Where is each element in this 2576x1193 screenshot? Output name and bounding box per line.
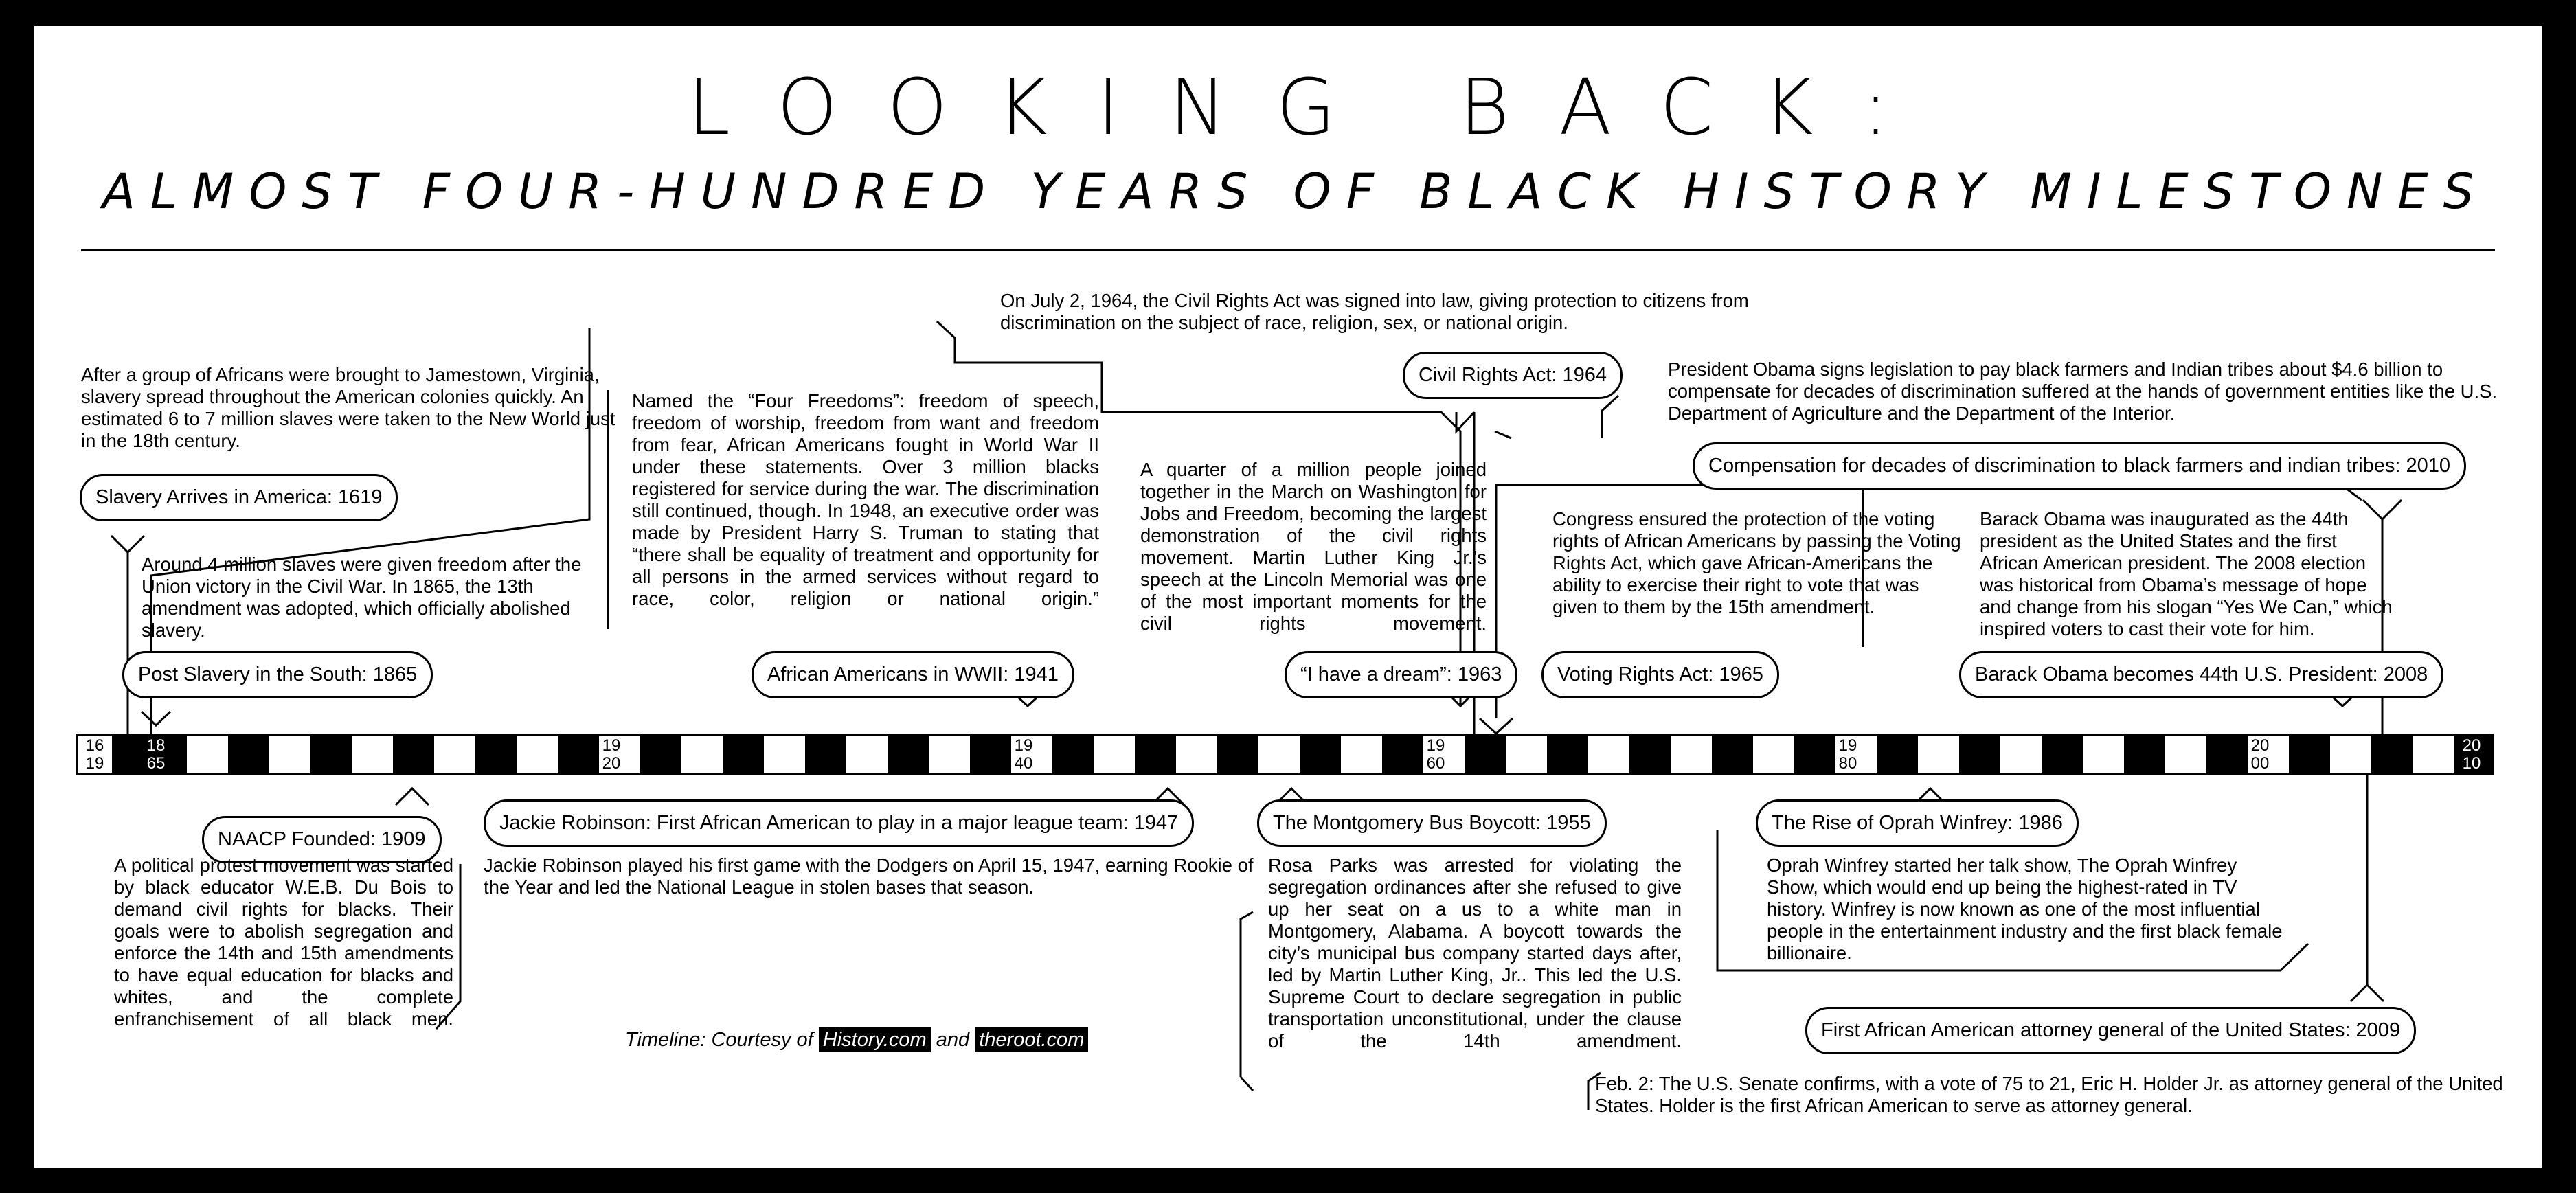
axis-year-century: 19 <box>1632 736 1651 755</box>
timeline-cell <box>2083 736 2124 773</box>
axis-year-decade: 00 <box>2250 754 2270 773</box>
event-1619-text: After a group of Africans were brought to Jamestown, Virginia, slavery spread throughout the American colonies quickly. An estimated 6 to 7 million slaves were taken to the New World just in the 18th century. <box>81 364 615 451</box>
axis-year-century: 19 <box>2044 736 2064 755</box>
axis-year-decade: 70 <box>1632 754 1651 773</box>
axis-year-decade: 65 <box>146 754 166 773</box>
axis-year-label <box>393 734 431 775</box>
event-1965-label: Voting Rights Act: 1965 <box>1541 651 1779 698</box>
timeline-cell <box>1094 736 1135 773</box>
axis-year-century: 19 <box>1426 736 1445 755</box>
event-1909-text: A political protest movement was started by black educator W.E.B. Du Bois to demand civil rights for blacks. Their goals were to abolish segregation and enforce the 14th and 15th amendments to have equal education for blacks and whites, and the complete enfranchisement of all black men. <box>114 854 453 1030</box>
axis-year-century: 19 <box>1220 736 1239 755</box>
event-2008-text: Barack Obama was inaugurated as the 44th president as the United States and the first African American president. The 2008 election was historical from Obama’s message of hope and change from his slogan “Yes We Can,” which inspired voters to cast their vote for him. <box>1980 508 2393 639</box>
credit-line <box>625 1029 1088 1052</box>
credit-source-history: History.com <box>819 1027 931 1052</box>
event-1941-text: Named the “Four Freedoms”: freedom of speech, freedom of worship, freedom from want and freedom from fear, African Americans fought in World War II under these statements. Over 3 million blacks registered for service during the war. The discrimination still continued, though. In 1948, an executive order was made by President Harry S. Truman to stating that “there shall be equality of treatment and opportunity for all persons in the armed services without regard to race, color, religion or national origin.” <box>632 390 1099 609</box>
timeline-cell <box>269 736 310 773</box>
pointer-2009 <box>2351 985 2384 1001</box>
axis-year-label <box>2241 734 2279 775</box>
axis-year-century: 16 <box>85 736 104 755</box>
axis-year-decade: 50 <box>1220 754 1239 773</box>
infographic <box>34 26 2542 1168</box>
timeline-cell <box>2413 736 2454 773</box>
axis-year-century: 20 <box>2462 736 2481 755</box>
event-1909-label: NAACP Founded: 1909 <box>202 816 442 863</box>
axis-year-decade: 90 <box>2044 754 2064 773</box>
event-1941-label: African Americans in WWII: 1941 <box>752 651 1074 698</box>
timeline-cell <box>517 736 558 773</box>
axis-year-label <box>76 734 114 775</box>
event-1963-text: A quarter of a million people joined together in the March on Washington for Jobs and Freedom, becoming the largest demonstration of the civil rights movement. Martin Luther King Jr.’s speech at the Lincoln Memorial was one of the most important moments for the civil rights movement. <box>1140 459 1487 634</box>
timeline-cell <box>681 736 723 773</box>
connector-1955 <box>1241 912 1253 1077</box>
axis-year-label <box>1416 734 1455 775</box>
axis-year-label <box>798 734 837 775</box>
timeline-cell <box>2165 736 2206 773</box>
timeline-cell <box>1258 736 1300 773</box>
event-2009-label: First African American attorney general of the United States: 2009 <box>1805 1007 2416 1054</box>
axis-year-label <box>2035 734 2073 775</box>
subtitle: ALMOST FOUR-HUNDRED YEARS OF BLACK HISTORY MILESTONES <box>102 163 2489 220</box>
axis-year-label <box>1829 734 1867 775</box>
event-1865-label: Post Slavery in the South: 1865 <box>122 651 433 698</box>
timeline-cell <box>434 736 475 773</box>
connector-2010b <box>1602 396 1618 438</box>
axis-year-decade: 10 <box>2462 754 2481 773</box>
event-1986-label: The Rise of Oprah Winfrey: 1986 <box>1756 799 2079 847</box>
timeline-cell <box>352 736 393 773</box>
axis-year-decade: 00 <box>203 754 223 773</box>
timeline-cell <box>1506 736 1547 773</box>
credit-prefix: Timeline: Courtesy of <box>625 1029 819 1051</box>
pointer-1619 <box>111 536 144 552</box>
axis-year-decade: 60 <box>1426 754 1445 773</box>
connector-1964b <box>1495 431 1511 438</box>
axis-year-label <box>592 734 631 775</box>
event-2010-label: Compensation for decades of discrimination to black farmers and indian tribes: 2010 <box>1693 442 2466 490</box>
pointer-1865 <box>142 712 170 725</box>
axis-year-decade: 80 <box>1838 754 1857 773</box>
event-1947-text: Jackie Robinson played his first game with the Dodgers on April 15, 1947, earning Rookie of the Year and led the National League in stolen bases that season. <box>484 854 1254 898</box>
event-1955-text: Rosa Parks was arrested for violating the segregation ordinances after she refused to give up her seat on a us to a white man in Montgomery, Alabama. A boycott towards the city’s municipal bus company started days after, led by Martin Luther King, Jr.. This led the U.S. Supreme Court to declare segregation in public transportation unconstitutional, under the clause of the 14th amendment. <box>1268 854 1682 1052</box>
axis-year-label <box>1623 734 1661 775</box>
axis-year-century: 19 <box>1838 736 1857 755</box>
timeline-cell <box>1918 736 1959 773</box>
axis-year-decade: 40 <box>1014 754 1033 773</box>
event-1964-text: On July 2, 1964, the Civil Rights Act was signed into law, giving protection to citizens from discrimination on the subject of race, religion, sex, or national origin. <box>1000 290 1749 333</box>
axis-year-label <box>1004 734 1043 775</box>
axis-year-century: 19 <box>403 736 422 755</box>
timeline-cell <box>1671 736 1712 773</box>
axis-year-decade: 30 <box>808 754 827 773</box>
axis-year-decade: 20 <box>602 754 621 773</box>
credit-joiner: and <box>930 1029 975 1051</box>
event-2008-label: Barack Obama becomes 44th U.S. President: 2008 <box>1959 651 2443 698</box>
pointer-1965 <box>1480 718 1513 734</box>
axis-year-label <box>2452 734 2491 775</box>
event-2010-text: President Obama signs legislation to pay black farmers and Indian tribes about $4.6 billion to compensate for decades of discrimination suffered at the hands of government entities like the U.S. Department of Agriculture and the Department of the Interior. <box>1668 359 2498 424</box>
event-1955-label: The Montgomery Bus Boycott: 1955 <box>1257 799 1607 847</box>
axis-year-label <box>137 734 175 775</box>
timeline-cell <box>2330 736 2371 773</box>
axis-year-century: 19 <box>1014 736 1033 755</box>
event-1619-label: Slavery Arrives in America: 1619 <box>80 474 398 521</box>
event-1963-label: “I have a dream”: 1963 <box>1285 651 1517 698</box>
timeline-cell <box>929 736 970 773</box>
axis-year-label <box>1210 734 1249 775</box>
axis-year-decade: 10 <box>403 754 422 773</box>
connector-1955b <box>1241 1077 1253 1091</box>
pointer-1964 <box>1456 412 1474 431</box>
timeline-cell <box>1753 736 1794 773</box>
axis-year-century: 19 <box>808 736 827 755</box>
credit-source-theroot: theroot.com <box>975 1027 1088 1052</box>
pointer-1909 <box>396 788 429 805</box>
event-1947-label: Jackie Robinson: First African American to play in a major league team: 1947 <box>484 799 1194 847</box>
event-1964-label: Civil Rights Act: 1964 <box>1403 352 1623 399</box>
axis-year-century: 20 <box>2250 736 2270 755</box>
timeline-cell <box>1341 736 1382 773</box>
event-2009-text: Feb. 2: The U.S. Senate confirms, with a vote of 75 to 21, Eric H. Holder Jr. as attorney general of the United States. Holder is the first African American to serve as attorney general. <box>1595 1073 2503 1116</box>
event-1986-text: Oprah Winfrey started her talk show, The Oprah Winfrey Show, which would end up being the highest-rated in TV history. Winfrey is now known as one of the most influential people in the entertainment industry and the first black female billionaire. <box>1767 854 2283 964</box>
main-title: LOOKING BACK: <box>687 63 1939 152</box>
event-1865-text: Around 4 million slaves were given freedom after the Union victory in the Civil War. In 1865, the 13th amendment was adopted, which officially abolished slavery. <box>142 554 582 641</box>
timeline-cell <box>846 736 888 773</box>
axis-year-label <box>194 734 232 775</box>
axis-year-century: 19 <box>602 736 621 755</box>
axis-year-decade: 19 <box>85 754 104 773</box>
axis-year-century: 18 <box>146 736 166 755</box>
event-1965-text: Congress ensured the protection of the voting rights of African Americans by passing the Voting Rights Act, which gave African-Americans the ability to exercise their right to vote that was given to them by the 15th amendment. <box>1552 508 1961 617</box>
axis-year-century: 19 <box>203 736 223 755</box>
